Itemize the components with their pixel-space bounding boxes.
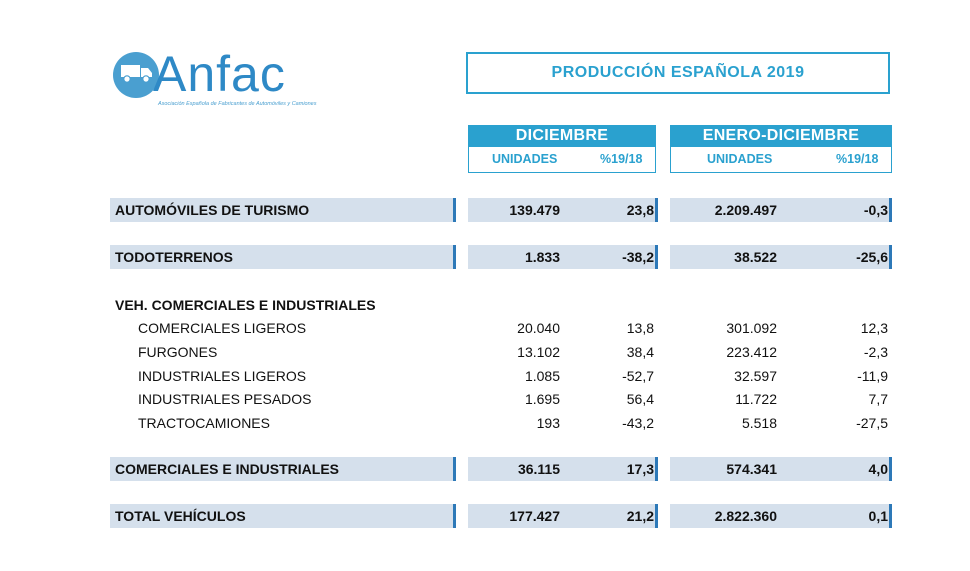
cell-value: 13,8 [626, 320, 654, 336]
logo-wordmark: Anfac [153, 46, 286, 102]
col-header-units: UNIDADES [707, 152, 773, 166]
cell-value: 301.092 [726, 320, 777, 336]
section-header: VEH. COMERCIALES E INDUSTRIALES [115, 297, 376, 313]
row-band [670, 457, 892, 481]
cell-value: 11.722 [735, 391, 777, 407]
cell-value: 36.115 [517, 461, 560, 477]
cell-value: 20.040 [517, 320, 560, 336]
row-label: TODOTERRENOS [115, 249, 233, 265]
cell-value: -38,2 [622, 249, 654, 265]
period-header-diciembre: DICIEMBRE [468, 125, 656, 147]
row-label: COMERCIALES E INDUSTRIALES [115, 461, 340, 477]
cell-value: -52,7 [622, 368, 654, 384]
cell-value: 38.522 [734, 249, 777, 265]
cell-value: 32.597 [734, 368, 777, 384]
cell-value: 12,3 [860, 320, 888, 336]
cell-value: 7,7 [868, 391, 888, 407]
cell-value: 5.518 [741, 415, 777, 431]
row-label: INDUSTRIALES PESADOS [138, 391, 312, 407]
cell-value: 2.209.497 [714, 202, 777, 218]
cell-value: -43,2 [622, 415, 654, 431]
row-band [670, 504, 892, 528]
cell-value: 17,3 [626, 461, 654, 477]
period-header-enero-diciembre: ENERO-DICIEMBRE [670, 125, 892, 147]
cell-value: 56,4 [626, 391, 654, 407]
cell-value: -27,5 [856, 415, 888, 431]
cell-value: 13.102 [517, 344, 560, 360]
cell-value: 177.427 [509, 508, 560, 524]
cell-value: 1.833 [524, 249, 560, 265]
cell-value: 2.822.360 [714, 508, 777, 524]
cell-value: -0,3 [863, 202, 888, 218]
row-band [670, 198, 892, 222]
cell-value: 574.341 [726, 461, 777, 477]
row-label: COMERCIALES LIGEROS [138, 320, 307, 336]
cell-value: 23,8 [626, 202, 654, 218]
cell-value: -2,3 [863, 344, 888, 360]
cell-value: 139.479 [509, 202, 560, 218]
row-label: FURGONES [138, 344, 218, 360]
truck-icon [120, 62, 154, 84]
logo-tagline: Asociación Española de Fabricantes de Automóviles y Camiones [158, 101, 317, 107]
cell-value: 223.412 [726, 344, 777, 360]
col-header-pct: %19/18 [600, 152, 643, 166]
cell-value: -11,9 [857, 368, 888, 384]
cell-value: 193 [536, 415, 560, 431]
col-header-units: UNIDADES [492, 152, 558, 166]
row-label: AUTOMÓVILES DE TURISMO [115, 202, 310, 218]
cell-value: -25,6 [856, 249, 888, 265]
cell-value: 0,1 [868, 508, 888, 524]
row-label: TRACTOCAMIONES [138, 415, 270, 431]
cell-value: 1.085 [524, 368, 560, 384]
cell-value: 4,0 [868, 461, 888, 477]
col-header-pct: %19/18 [836, 152, 879, 166]
cell-value: 1.695 [524, 391, 560, 407]
page-title: PRODUCCIÓN ESPAÑOLA 2019 [466, 52, 890, 94]
cell-value: 38,4 [626, 344, 654, 360]
cell-value: 21,2 [626, 508, 654, 524]
row-label: INDUSTRIALES LIGEROS [138, 368, 307, 384]
row-label: TOTAL VEHÍCULOS [115, 508, 246, 524]
